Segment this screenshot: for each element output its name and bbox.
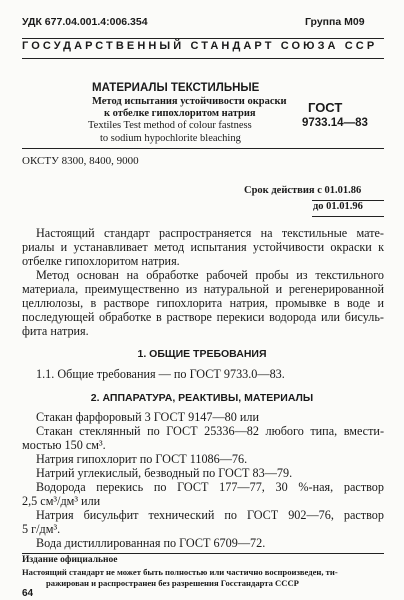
okstu-codes: ОКСТУ 8300, 8400, 9000 [22, 155, 139, 167]
validity-end: до 01.01.96 [313, 201, 363, 212]
section-1-heading: 1. ОБЩИЕ ТРЕБОВАНИЯ [137, 348, 267, 360]
title-rule [22, 148, 384, 149]
validity-start: Срок действия с 01.01.86 [244, 185, 362, 196]
materials-line-1: Стакан фарфоровый 3 ГОСТ 9147—80 или [36, 410, 260, 424]
page-number: 64 [22, 588, 34, 599]
section-1-item-1-1: 1.1. Общие требования — по ГОСТ 9733.0—83. [36, 367, 285, 381]
title-sub-line-2: к отбелке гипохлоритом натрия [104, 108, 256, 119]
materials-line-10: Вода дистиллированная по ГОСТ 6709—72. [36, 536, 266, 550]
materials-line-3: мостью 150 см³. [22, 438, 106, 452]
header-rule-top [22, 38, 384, 39]
title-en-line-1: Textiles Test method of colour fastness [88, 120, 252, 131]
gost-label: ГОСТ [308, 100, 343, 115]
udk-code: УДК 677.04.001.4:006.354 [22, 16, 148, 28]
materials-line-5: Натрий углекислый, безводный по ГОСТ 83—79. [36, 466, 293, 480]
gost-number: 9733.14—83 [302, 117, 368, 129]
intro-p2-line-2: материала, преимущественно из натуральной и регенерированной [22, 282, 384, 296]
title-en-line-2: to sodium hypochlorite bleaching [100, 133, 241, 144]
intro-p1-line-2: риалы и устанавливает метод испытания устойчивости окраски к [22, 240, 384, 254]
title-sub-line-1: Метод испытания устойчивости окраски [92, 96, 287, 107]
materials-line-9: 5 г/дм³. [22, 522, 61, 536]
materials-line-7: 2,5 см³/дм³ или [22, 494, 101, 508]
section-2-heading: 2. АППАРАТУРА, РЕАКТИВЫ, МАТЕРИАЛЫ [90, 392, 314, 404]
header-rule-bottom [22, 58, 384, 59]
title-main: МАТЕРИАЛЫ ТЕКСТИЛЬНЫЕ [92, 82, 260, 94]
materials-line-6: Водорода перекись по ГОСТ 177—77, 30 %-ная, раствор [36, 480, 384, 494]
materials-line-4: Натрия гипохлорит по ГОСТ 11086—76. [36, 452, 248, 466]
intro-p1-line-1: Настоящий стандарт распространяется на текстильные мате- [36, 226, 384, 240]
standard-banner: ГОСУДАРСТВЕННЫЙ СТАНДАРТ СОЮЗА ССР [22, 40, 378, 52]
copyright-notice-line-2: ражирован и распространен без разрешения Госстандарта СССР [46, 578, 299, 588]
copyright-notice-line-1: Настоящий стандарт не может быть полностью или частично воспроизведен, ти- [22, 567, 338, 577]
materials-line-2: Стакан стеклянный по ГОСТ 25336—82 любого типа, вмести- [36, 424, 384, 438]
intro-p1-line-3: отбелке гипохлоритом натрия. [22, 254, 180, 268]
materials-line-8: Натрия бисульфит технический по ГОСТ 902—76, раствор [36, 508, 384, 522]
intro-p2-line-3: целлюлозы, в растворе гипохлорита натрия, промывке в воде и [22, 296, 384, 310]
group-code: Группа М09 [305, 16, 365, 28]
intro-p2-line-1: Метод основан на обработке рабочей пробы из текстильного [36, 268, 384, 282]
official-edition: Издание официальное [22, 555, 118, 565]
footer-rule [22, 553, 384, 554]
intro-p2-line-5: фита натрия. [22, 324, 89, 338]
intro-p2-line-4: последующей обработке в растворе перекиси водорода или бисуль- [22, 310, 384, 324]
validity-end-underline [312, 216, 384, 217]
